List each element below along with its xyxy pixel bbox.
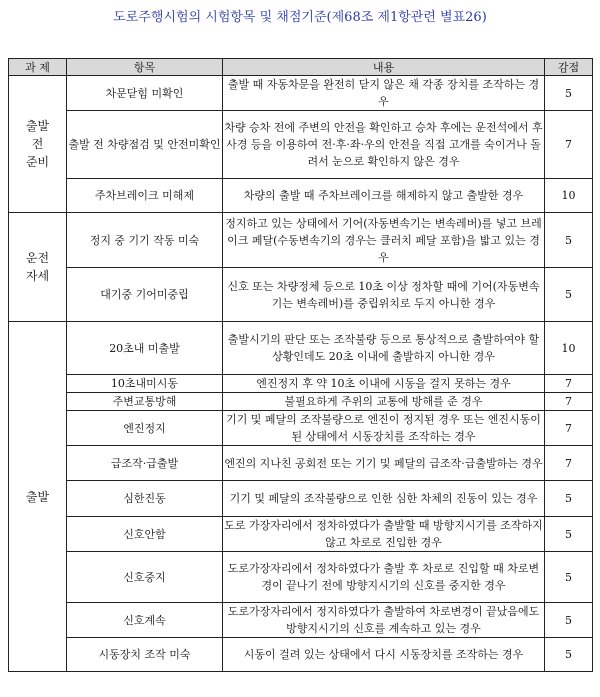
- content-cell: 도로가장자리에서 정차하였다가 출발 후 차로로 진입할 때 차로변경이 끝나기 전에 방향지시기의 신호를 중지한 경우: [223, 552, 545, 603]
- table-row: [9, 446, 593, 481]
- table-row: [9, 603, 593, 638]
- category-cell: [9, 213, 67, 322]
- item-cell: 신호안함: [67, 517, 223, 552]
- content-cell: 엔진정지 후 약 10초 이내에 시동을 걸지 못하는 경우: [223, 375, 545, 393]
- points-cell: 10: [545, 179, 593, 213]
- scoring-table: [8, 58, 593, 672]
- content-cell: 엔진의 지나친 공회전 또는 기기 및 페달의 급조작·급출발하는 경우: [223, 446, 545, 481]
- points-cell: 5: [545, 603, 593, 638]
- content-cell: 출발시기의 판단 또는 조작불량 등으로 통상적으로 출발하여야 할 상황인데도 20초 이내에 출발하지 아니한 경우: [223, 322, 545, 375]
- header-category: 과 제: [9, 59, 67, 76]
- points-cell: 7: [545, 411, 593, 446]
- content-cell: 시동이 걸려 있는 상태에서 다시 시동장치를 조작하는 경우: [223, 638, 545, 672]
- points-cell: 5: [545, 76, 593, 111]
- item-cell: 엔진정지: [67, 411, 223, 446]
- item-cell: 10초내미시동: [67, 375, 223, 393]
- category-label: 출발: [25, 489, 50, 504]
- document-title: 도로주행시험의 시험항목 및 채점기준(제68조 제1항관련 별표26): [113, 10, 487, 25]
- content-cell: 도로 가장자리에서 정차하였다가 출발할 때 방향지시기를 조작하지 않고 차로로 진입한 경우: [223, 517, 545, 552]
- points-cell: 7: [545, 393, 593, 411]
- table-row: [9, 213, 593, 268]
- content-cell: 기기 및 페달의 조작불량으로 엔진이 정지된 경우 또는 엔진시동이 된 상태에서 시동장치를 조작하는 경우: [223, 411, 545, 446]
- content-cell: 정지하고 있는 상태에서 기어(자동변속기는 변속레버)를 넣고 브레이크 페달(수동변속기의 경우는 클러치 페달 포함)을 밟고 있는 경우: [223, 213, 545, 268]
- table-row: [9, 179, 593, 213]
- table-row: [9, 393, 593, 411]
- content-cell: 도로가장자리에서 정지하였다가 출발하여 차로변경이 끝났음에도 방향지시기의 신호를 계속하고 있는 경우: [223, 603, 545, 638]
- points-cell: 5: [545, 552, 593, 603]
- category-label: 준비: [25, 155, 50, 169]
- table-row: [9, 481, 593, 517]
- item-cell: 차문닫힘 미확인: [67, 76, 223, 111]
- category-label: 전: [31, 137, 44, 151]
- table-row: [9, 322, 593, 375]
- table-header-row: [9, 59, 593, 76]
- points-cell: 5: [545, 213, 593, 268]
- table-row: [9, 638, 593, 672]
- content-cell: 출발 때 자동차문을 완전히 닫지 않은 채 각종 장치를 조작하는 경우: [223, 76, 545, 111]
- item-cell: 주차브레이크 미해제: [67, 179, 223, 213]
- table-row: [9, 552, 593, 603]
- table-row: [9, 111, 593, 179]
- points-cell: 7: [545, 375, 593, 393]
- item-cell: 정지 중 기기 작동 미숙: [67, 213, 223, 268]
- points-cell: 5: [545, 517, 593, 552]
- category-label: 출발: [25, 119, 50, 133]
- points-cell: 10: [545, 322, 593, 375]
- header-points: 감점: [545, 59, 593, 76]
- item-cell: 심한진동: [67, 481, 223, 517]
- item-cell: 시동장치 조작 미숙: [67, 638, 223, 672]
- item-cell: 급조작·급출발: [67, 446, 223, 481]
- item-cell: 20초내 미출발: [67, 322, 223, 375]
- content-cell: 불필요하게 주위의 교통에 방해를 준 경우: [223, 393, 545, 411]
- content-cell: 차량 승차 전에 주변의 안전을 확인하고 승차 후에는 운전석에서 후사경 등을 이용하여 전·후·좌·우의 안전을 직접 고개를 숙이거나 돌려서 눈으로 확인하지 않은 경우: [223, 111, 545, 179]
- table-row: [9, 411, 593, 446]
- item-cell: 신호중지: [67, 552, 223, 603]
- content-cell: 차량의 출발 때 주차브레이크를 해제하지 않고 출발한 경우: [223, 179, 545, 213]
- content-cell: 기기 및 페달의 조작불량으로 인한 심한 차체의 진동이 있는 경우: [223, 481, 545, 517]
- content-cell: 신호 또는 차량정체 등으로 10초 이상 정차할 때에 기어(자동변속기는 변속레버)를 중립위치로 두지 아니한 경우: [223, 268, 545, 322]
- category-cell: [9, 76, 67, 213]
- points-cell: 7: [545, 446, 593, 481]
- category-label: 자세: [25, 269, 50, 283]
- points-cell: 5: [545, 268, 593, 322]
- table-row: [9, 268, 593, 322]
- category-cell: [9, 322, 67, 672]
- points-cell: 5: [545, 638, 593, 672]
- item-cell: 출발 전 차량점검 및 안전미확인: [67, 111, 223, 179]
- table-row: [9, 375, 593, 393]
- header-content: 내용: [223, 59, 545, 76]
- table-row: [9, 517, 593, 552]
- item-cell: 대기중 기어미중립: [67, 268, 223, 322]
- points-cell: 5: [545, 481, 593, 517]
- header-item: 항목: [67, 59, 223, 76]
- item-cell: 주변교통방해: [67, 393, 223, 411]
- table-row: [9, 76, 593, 111]
- category-label: 운전: [25, 251, 50, 265]
- item-cell: 신호계속: [67, 603, 223, 638]
- points-cell: 7: [545, 111, 593, 179]
